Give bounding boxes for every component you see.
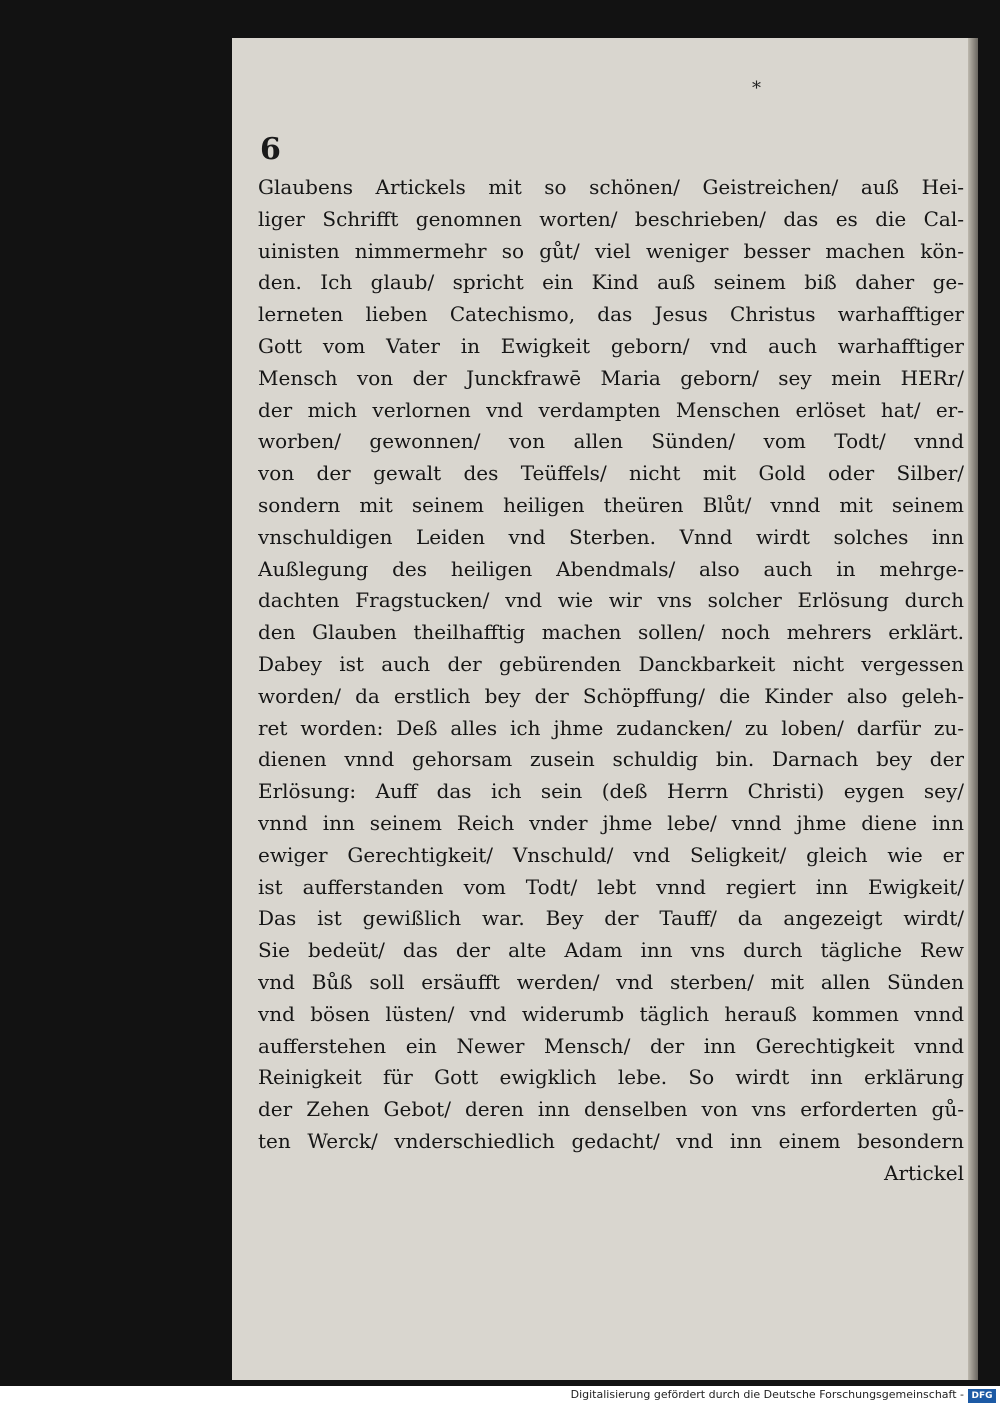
- text-line: aufferstehen ein Newer Mensch/ der inn Gerechtigkeit vnnd: [258, 1033, 964, 1058]
- text-line: ten Werck/ vnderschiedlich gedacht/ vnd inn einem besondern: [258, 1128, 964, 1153]
- text-line: von der gewalt des Teüffels/ nicht mit Gold oder Silber/: [258, 461, 964, 486]
- text-line: Dabey ist auch der gebürenden Danckbarkeit nicht vergessen: [258, 651, 964, 676]
- text-line: worden/ da erstlich bey der Schöpffung/ die Kinder also geleh-: [258, 683, 964, 708]
- text-line: dienen vnnd gehorsam zusein schuldig bin. Darnach bey der: [258, 747, 964, 772]
- text-line: ret worden: Deß alles ich jhme zudancken/ zu loben/ darfür zu-: [258, 715, 964, 740]
- dfg-logo: DFG: [968, 1389, 996, 1403]
- text-line: vnd Bůß soll ersäufft werden/ vnd sterben/ mit allen Sünden: [258, 969, 964, 994]
- page-number: 6: [260, 132, 281, 167]
- text-line: lerneten lieben Catechismo, das Jesus Christus warhafftiger: [258, 302, 964, 327]
- text-line: liger Schrifft genomnen worten/ beschrieben/ das es die Cal-: [258, 206, 964, 231]
- text-line: sondern mit seinem heiligen theüren Blůt/ vnnd mit seinem: [258, 492, 964, 517]
- text-line: uinisten nimmermehr so gůt/ viel weniger besser machen kön-: [258, 238, 964, 263]
- text-line: ewiger Gerechtigkeit/ Vnschuld/ vnd Seligkeit/ gleich wie er: [258, 842, 964, 867]
- page-ornament: *: [752, 78, 761, 99]
- text-line: Glaubens Artickels mit so schönen/ Geistreichen/ auß Hei-: [258, 175, 964, 199]
- text-line: der Zehen Gebot/ deren inn denselben von vns erforderten gů-: [258, 1097, 964, 1122]
- text-line: Reinigkeit für Gott ewigklich lebe. So wirdt inn erklärung: [258, 1065, 964, 1090]
- text-line: dachten Fragstucken/ vnd wie wir vns solcher Erlösung durch: [258, 588, 964, 613]
- text-line: Mensch von der Junckfrawē Maria geborn/ sey mein HERr/: [258, 365, 964, 390]
- book-page: [232, 38, 974, 1380]
- text-line: Sie bedeüt/ das der alte Adam inn vns durch tägliche Rew: [258, 938, 964, 963]
- footer-bar: [0, 1386, 1000, 1408]
- text-line: ist aufferstanden vom Todt/ lebt vnnd regiert inn Ewigkeit/: [258, 874, 964, 899]
- text-line: den. Ich glaub/ spricht ein Kind auß seinem biß daher ge-: [258, 270, 964, 295]
- text-line: den Glauben theilhafftig machen sollen/ noch mehrers erklärt.: [258, 620, 964, 645]
- catchword: Artickel: [884, 1160, 964, 1185]
- text-line: vnschuldigen Leiden vnd Sterben. Vnnd wirdt solches inn: [258, 524, 964, 549]
- text-line: Erlösung: Auff das ich sein (deß Herrn Christi) eygen sey/: [258, 779, 964, 804]
- text-line: Das ist gewißlich war. Bey der Tauff/ da angezeigt wirdt/: [258, 906, 964, 931]
- text-line: Gott vom Vater in Ewigkeit geborn/ vnd auch warhafftiger: [258, 333, 964, 358]
- text-line: Außlegung des heiligen Abendmals/ also auch in mehrge-: [258, 556, 964, 581]
- text-line: vnnd inn seinem Reich vnder jhme lebe/ vnnd jhme diene inn: [258, 810, 964, 835]
- body-text: [258, 172, 964, 1190]
- funding-credit: Digitalisierung gefördert durch die Deutsche Forschungsgemeinschaft -: [570, 1388, 964, 1401]
- text-line: vnd bösen lüsten/ vnd widerumb täglich herauß kommen vnnd: [258, 1001, 964, 1026]
- text-line: der mich verlornen vnd verdampten Menschen erlöset hat/ er-: [258, 397, 964, 422]
- text-line: worben/ gewonnen/ von allen Sünden/ vom Todt/ vnnd: [258, 429, 964, 454]
